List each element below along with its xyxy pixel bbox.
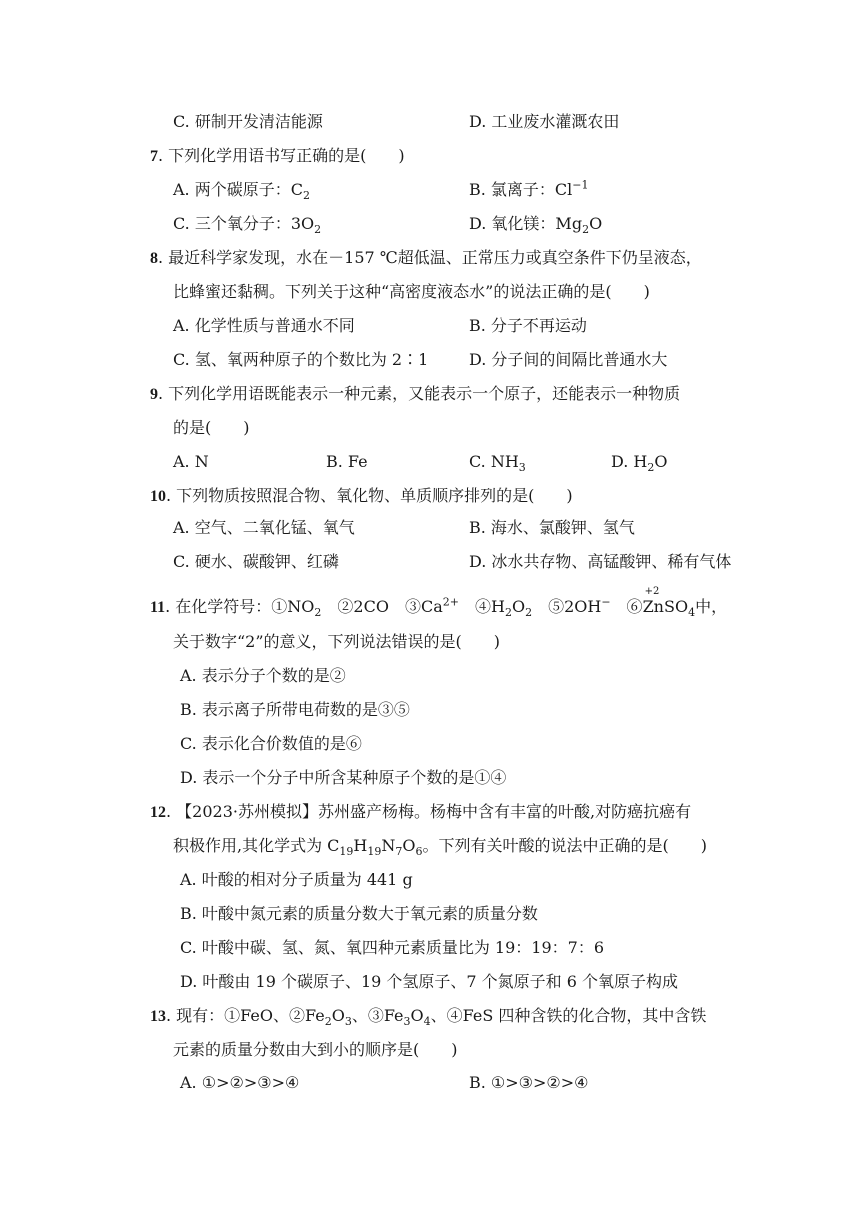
q8-stem-line1: 8. 最近科学家发现，水在－157 ℃超低温、正常压力或真空条件下仍呈液态， — [150, 248, 702, 267]
q6-option-c: C. 研制开发清洁能源 — [173, 112, 323, 131]
q7-option-b: B. 氯离子：$Cl^{-1}$ — [469, 178, 589, 199]
q12-option-c: C. 叶酸中碳、氢、氮、氧四种元素质量比为 19：19：7：6 — [180, 938, 605, 957]
q11-option-c: C. 表示化合价数值的是⑥ — [180, 734, 362, 753]
q9-option-a: A. N — [173, 452, 209, 471]
q11-number: 11 — [150, 599, 166, 616]
q12-option-d: D. 叶酸由 19 个碳原子、19 个氢原子、7 个氮原子和 6 个氧原子构成 — [180, 972, 679, 991]
valence-mark: +2 ZnSO — [642, 586, 689, 616]
q9-stem-line1: 9. 下列化学用语既能表示一种元素，又能表示一个原子，还能表示一种物质 — [150, 384, 681, 403]
q9-stem-line2: 的是( ) — [173, 418, 250, 437]
q10-number: 10 — [150, 488, 166, 505]
q10-option-d: D. 冰水共存物、高锰酸钾、稀有气体 — [469, 552, 732, 571]
q8-stem-line2: 比蜂蜜还黏稠。下列关于这种“高密度液态水”的说法正确的是( ) — [173, 282, 650, 301]
q7-option-d: D. 氧化镁：$Mg_2O$ — [469, 214, 603, 237]
q13-option-a: A. ①>②>③>④ — [180, 1073, 300, 1092]
q13-option-b: B. ①>③>②>④ — [469, 1073, 589, 1092]
q13-stem-line1: 13. 现有：①FeO、$②Fe_2O_3$、$③Fe_3O_4$、④FeS 四种含铁的化合物，其中含铁 — [150, 1006, 707, 1029]
q10-stem: 10. 下列物质按照混合物、氧化物、单质顺序排列的是( ) — [150, 486, 573, 505]
q9-option-c: C. $NH_3$ — [469, 452, 526, 475]
q8-option-a: A. 化学性质与普通水不同 — [173, 316, 355, 335]
q12-number: 12 — [150, 804, 166, 821]
q8-option-b: B. 分子不再运动 — [469, 316, 587, 335]
q7-stem-text: . 下列化学用语书写正确的是( ) — [158, 146, 405, 165]
q7-stem — [150, 146, 405, 167]
q7-option-c: C. 三个氧分子：$3O_2$ — [173, 214, 322, 237]
q12-option-a: A. 叶酸的相对分子质量为 441 g — [180, 870, 413, 889]
q11-option-a: A. 表示分子个数的是② — [180, 666, 346, 685]
q7-number: 7 — [150, 148, 158, 165]
q8-option-d: D. 分子间的间隔比普通水大 — [469, 350, 668, 369]
q8-option-c: C. 氢、氧两种原子的个数比为 2∶1 — [173, 350, 429, 369]
q13-number: 13 — [150, 1008, 166, 1025]
q11-option-b: B. 表示离子所带电荷数的是③⑤ — [180, 700, 410, 719]
q11-option-d: D. 表示一个分子中所含某种原子个数的是①④ — [180, 768, 507, 787]
q7-option-a: A. 两个碳原子：$C_2$ — [173, 180, 310, 203]
q11-stem-line1: 11. 在化学符号：$①NO_2$ ②2CO $③Ca^{2+}$ $④H_2O_2$ ⑤2OH− ⑥ +2 ZnSO$_4$中， — [150, 586, 728, 620]
q9-option-b: B. Fe — [326, 452, 368, 471]
q6-option-d: D. 工业废水灌溉农田 — [469, 112, 620, 131]
q12-stem-line1: 12. 【2023·苏州模拟】苏州盛产杨梅。杨梅中含有丰富的叶酸,对防癌抗癌有 — [150, 802, 692, 821]
q10-option-c: C. 硬水、碳酸钾、红磷 — [173, 552, 339, 571]
q9-number: 9 — [150, 386, 158, 403]
q12-option-b: B. 叶酸中氮元素的质量分数大于氧元素的质量分数 — [180, 904, 538, 923]
q10-option-a: A. 空气、二氧化锰、氧气 — [173, 518, 355, 537]
q8-number: 8 — [150, 250, 158, 267]
q12-stem-line2: 积极作用,其化学式为 $C_{19}H_{19}N_7O_6$。下列有关叶酸的说法中正确的是( ) — [173, 836, 707, 859]
q13-stem-line2: 元素的质量分数由大到小的顺序是( ) — [173, 1040, 458, 1059]
q10-option-b: B. 海水、氯酸钾、氢气 — [469, 518, 635, 537]
q9-option-d: D. $H_2O$ — [611, 452, 668, 475]
q11-stem-line2: 关于数字“2”的意义，下列说法错误的是( ) — [173, 632, 501, 651]
